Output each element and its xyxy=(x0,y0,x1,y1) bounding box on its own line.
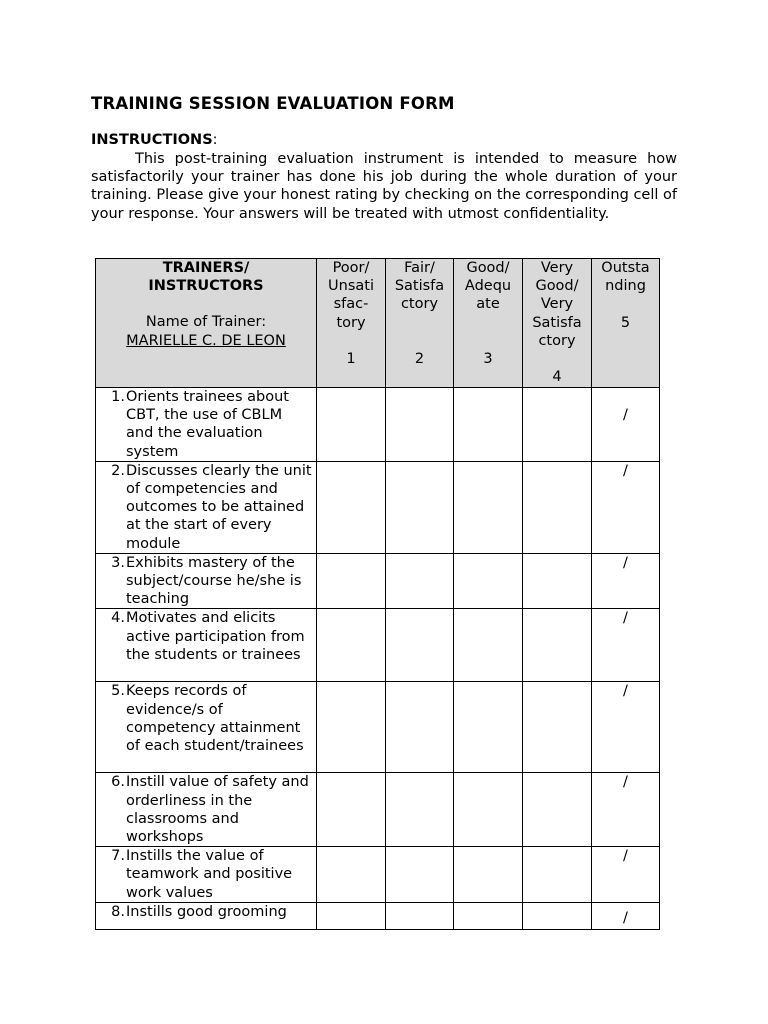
rating-label-line: Very xyxy=(540,296,574,313)
rating-header-fair xyxy=(386,259,454,388)
rating-label-line: Good/ xyxy=(466,260,510,276)
criterion-cell xyxy=(96,388,317,462)
rating-cell-2[interactable] xyxy=(386,902,454,929)
criterion-row xyxy=(96,682,660,773)
rating-cell-2[interactable] xyxy=(386,847,454,903)
check-mark: / xyxy=(623,610,628,627)
check-mark: / xyxy=(623,462,628,479)
rating-label-line: ctory xyxy=(538,332,576,349)
criterion-text: Exhibits mastery of the subject/course he/she is teaching xyxy=(126,554,302,608)
rating-cell-1[interactable] xyxy=(317,553,386,609)
rating-cell-3[interactable] xyxy=(454,773,523,847)
rating-cell-5[interactable] xyxy=(592,553,660,609)
rating-label-line: Adequ xyxy=(464,278,512,295)
instructions-heading xyxy=(91,132,218,148)
rating-label-line: Poor/ xyxy=(332,260,370,276)
criterion-text: Orients trainees about CBT, the use of CBLM and the evaluation system xyxy=(126,389,289,460)
criterion-text: Instills the value of teamwork and positive work values xyxy=(126,848,293,901)
criterion-cell xyxy=(96,773,317,847)
criterion-number: 2. xyxy=(111,462,125,479)
rating-cell-4[interactable] xyxy=(523,682,592,773)
rating-cell-1[interactable] xyxy=(317,388,386,462)
rating-cell-1[interactable] xyxy=(317,847,386,903)
rating-cell-1[interactable] xyxy=(317,609,386,682)
check-mark: / xyxy=(623,554,628,571)
criterion-row xyxy=(96,609,660,682)
rating-cell-5[interactable] xyxy=(592,388,660,462)
rating-cell-1[interactable] xyxy=(317,682,386,773)
rating-cell-2[interactable] xyxy=(386,682,454,773)
rating-header-good xyxy=(454,259,523,388)
rating-label-line: Outsta xyxy=(601,260,650,276)
rating-label-line: ate xyxy=(476,296,500,313)
instructions-text-block xyxy=(91,150,677,223)
rating-cell-3[interactable] xyxy=(454,902,523,929)
rating-label-line: Good/ xyxy=(535,278,579,295)
criterion-cell xyxy=(96,847,317,903)
criterion-number: 8. xyxy=(111,903,125,920)
criterion-cell xyxy=(96,461,317,553)
rating-value: 2 xyxy=(414,350,425,367)
rating-cell-2[interactable] xyxy=(386,773,454,847)
rating-cell-2[interactable] xyxy=(386,461,454,553)
rating-label-line: Unsati xyxy=(328,278,374,295)
rating-cell-3[interactable] xyxy=(454,682,523,773)
criterion-number: 6. xyxy=(111,774,125,791)
criterion-text: Motivates and elicits active participation from the students or trainees xyxy=(126,610,305,663)
rating-header-very-good xyxy=(523,259,592,388)
check-mark: / xyxy=(623,407,628,423)
form-title: TRAINING SESSION EVALUATION FORM xyxy=(91,94,455,113)
rating-value: 3 xyxy=(483,350,493,367)
check-mark: / xyxy=(623,909,628,926)
criterion-number: 5. xyxy=(111,683,125,700)
trainers-label-line2: INSTRUCTORS xyxy=(148,278,264,295)
rating-cell-2[interactable] xyxy=(386,553,454,609)
rating-label-line: nding xyxy=(605,278,646,295)
rating-cell-5[interactable] xyxy=(592,609,660,682)
trainer-header-cell xyxy=(96,259,317,388)
rating-header-poor xyxy=(317,259,386,388)
criterion-text: Keeps records of evidence/s of competency attainment of each student/trainees xyxy=(126,683,304,755)
rating-cell-3[interactable] xyxy=(454,609,523,682)
trainer-name-label: Name of Trainer: xyxy=(145,314,267,331)
rating-label-line: sfac- xyxy=(333,296,369,313)
criterion-number: 1. xyxy=(111,389,125,405)
rating-cell-4[interactable] xyxy=(523,461,592,553)
rating-cell-1[interactable] xyxy=(317,773,386,847)
criterion-cell xyxy=(96,553,317,609)
criterion-number: 3. xyxy=(111,554,125,571)
rating-label-line: Very xyxy=(540,260,574,276)
criterion-number: 7. xyxy=(111,848,125,865)
rating-cell-5[interactable] xyxy=(592,902,660,929)
criterion-row xyxy=(96,388,660,462)
criterion-row xyxy=(96,553,660,609)
rating-cell-4[interactable] xyxy=(523,902,592,929)
rating-header-outstanding xyxy=(592,259,660,388)
rating-label-line: Satisfa xyxy=(532,314,582,331)
rating-cell-4[interactable] xyxy=(523,553,592,609)
rating-cell-2[interactable] xyxy=(386,388,454,462)
rating-label-line: tory xyxy=(336,314,366,331)
instructions-label: INSTRUCTIONS xyxy=(91,132,213,148)
rating-cell-3[interactable] xyxy=(454,461,523,553)
instructions-text: This post-training evaluation instrument is intended to measure how satisfactorily your trainer has done his job during the whole duration of your training. Please give your honest rating by checking on the corresponding cell of your response. Your answers will be treated with utmost confidentiality. xyxy=(91,151,677,222)
criterion-text: Discusses clearly the unit of competencies and outcomes to be attained at the start of every module xyxy=(126,462,312,552)
rating-cell-5[interactable] xyxy=(592,461,660,553)
criterion-number: 4. xyxy=(111,610,125,627)
check-mark: / xyxy=(623,848,628,865)
evaluation-table xyxy=(95,258,660,930)
criterion-row xyxy=(96,902,660,929)
header-row xyxy=(96,259,660,388)
criterion-cell xyxy=(96,682,317,773)
rating-cell-5[interactable] xyxy=(592,847,660,903)
rating-cell-3[interactable] xyxy=(454,553,523,609)
rating-label-line: Fair/ xyxy=(404,260,435,276)
rating-label-line: Satisfa xyxy=(394,278,445,295)
criterion-row xyxy=(96,847,660,903)
rating-cell-3[interactable] xyxy=(454,847,523,903)
rating-cell-5[interactable] xyxy=(592,682,660,773)
rating-cell-4[interactable] xyxy=(523,847,592,903)
rating-value: 1 xyxy=(346,351,356,367)
rating-value: 4 xyxy=(552,369,562,386)
check-mark: / xyxy=(623,683,628,700)
check-mark: / xyxy=(623,774,628,791)
rating-cell-4[interactable] xyxy=(523,609,592,682)
rating-value: 5 xyxy=(620,314,631,331)
trainer-name: MARIELLE C. DE LEON xyxy=(126,332,286,349)
criterion-row xyxy=(96,461,660,553)
rating-cell-3[interactable] xyxy=(454,388,523,462)
criterion-cell xyxy=(96,902,317,929)
rating-cell-1[interactable] xyxy=(317,902,386,929)
rating-cell-2[interactable] xyxy=(386,609,454,682)
trainers-label-line1: TRAINERS/ xyxy=(162,260,250,276)
criterion-text: Instills good grooming xyxy=(126,903,287,920)
criterion-text: Instill value of safety and orderliness in the classrooms and workshops xyxy=(126,774,309,846)
rating-cell-4[interactable] xyxy=(523,773,592,847)
rating-label-line: ctory xyxy=(400,296,439,313)
rating-cell-5[interactable] xyxy=(592,773,660,847)
rating-cell-1[interactable] xyxy=(317,461,386,553)
criterion-row xyxy=(96,773,660,847)
instructions-colon: : xyxy=(212,132,218,148)
criterion-cell xyxy=(96,609,317,682)
rating-cell-4[interactable] xyxy=(523,388,592,462)
